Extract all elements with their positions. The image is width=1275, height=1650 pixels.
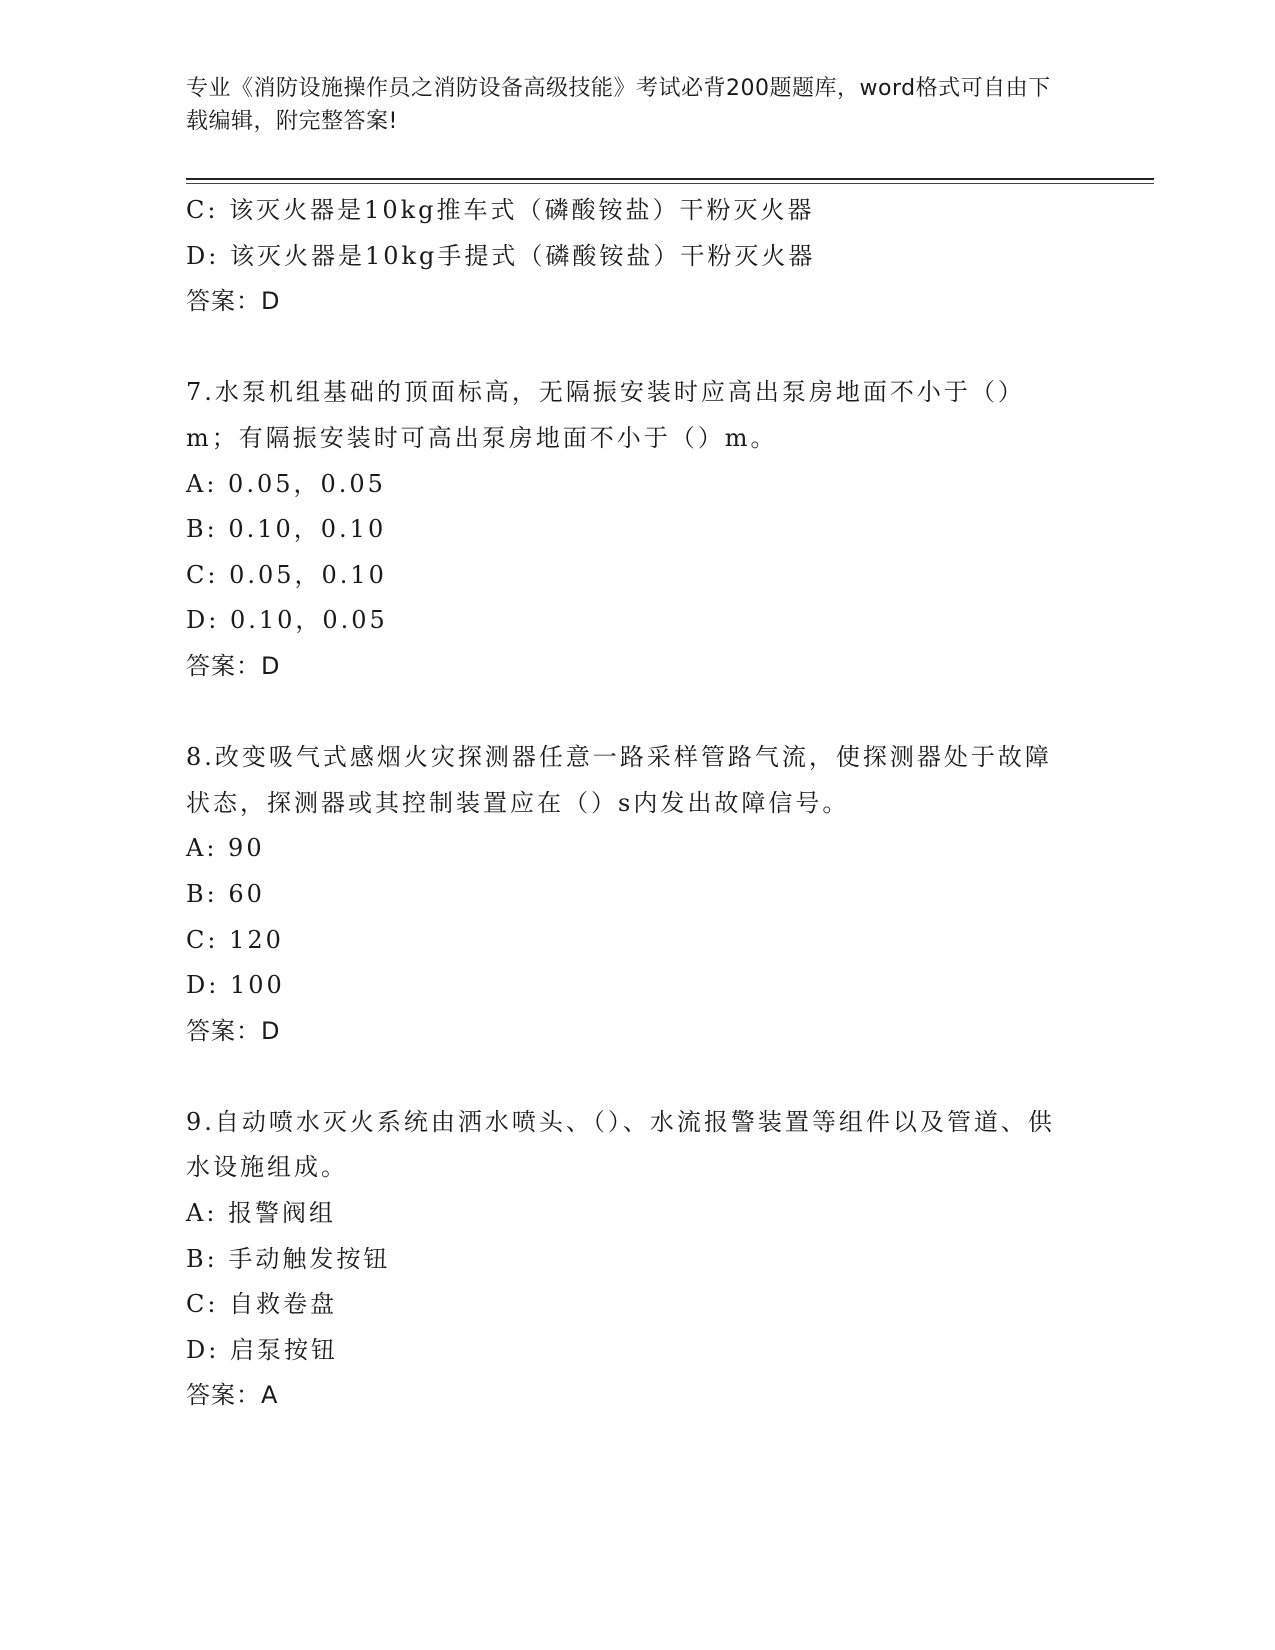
header-rule-thick	[186, 178, 1154, 180]
question-text: 9.自动喷水灭火系统由洒水喷头、（）、水流报警装置等组件以及管道、供水设施组成。	[186, 1107, 1055, 1182]
answer-line: 答案：A	[186, 1381, 279, 1410]
option-a: A: 0.05，0.05	[186, 469, 386, 498]
answer-line: 答案：D	[186, 651, 281, 680]
answer-line: 答案：D	[186, 287, 281, 316]
option-a: A: 报警阀组	[186, 1199, 337, 1228]
question-text: 8.改变吸气式感烟火灾探测器任意一路采样管路气流，使探测器处于故障状态，探测器或其控制装置应在（）s内发出故障信号。	[186, 743, 1052, 817]
question-list	[186, 188, 1086, 1419]
document-header: 专业《消防设施操作员之消防设备高级技能》考试必背200题题库，word格式可自由下载编辑，附完整答案!	[186, 76, 1051, 134]
answer-line: 答案：D	[186, 1016, 281, 1045]
option-d: D: 100	[186, 971, 285, 1000]
question-8	[186, 735, 1086, 1054]
option-b: B: 0.10，0.10	[186, 515, 387, 544]
option-d: D: 该灭火器是10kg手提式（磷酸铵盐）干粉灭火器	[186, 241, 816, 270]
option-b: B: 60	[186, 879, 265, 908]
header-rule-thin	[186, 183, 1154, 184]
question-text: 7.水泵机组基础的顶面标高，无隔振安装时应高出泵房地面不小于（）m；有隔振安装时可高出泵房地面不小于（）m。	[186, 378, 1025, 452]
question-7	[186, 370, 1086, 689]
previous-question-tail	[186, 188, 1086, 325]
option-c: C: 120	[186, 925, 284, 954]
option-d: D: 启泵按钮	[186, 1335, 338, 1364]
option-c: C: 自救卷盘	[186, 1290, 338, 1319]
option-d: D: 0.10，0.05	[186, 606, 388, 635]
option-a: A: 90	[186, 834, 265, 863]
option-c: C: 0.05，0.10	[186, 560, 387, 589]
question-9	[186, 1100, 1086, 1419]
option-b: B: 手动触发按钮	[186, 1244, 391, 1273]
option-c: C: 该灭火器是10kg推车式（磷酸铵盐）干粉灭火器	[186, 196, 815, 224]
